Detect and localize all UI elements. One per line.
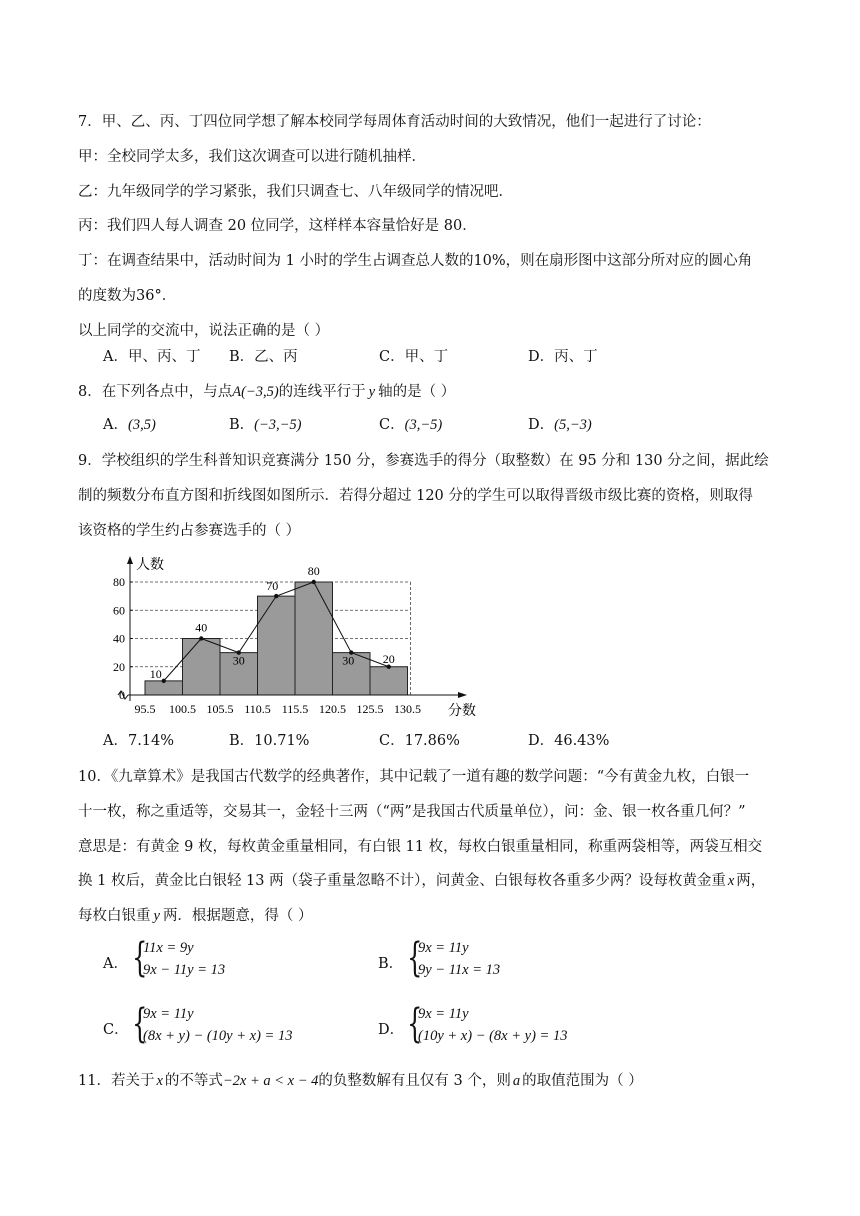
x-axis-arrow xyxy=(458,692,467,698)
q10-option-d-eq1: 9x = 11y xyxy=(418,1006,469,1022)
q11-var-x: x xyxy=(156,1073,163,1089)
y-tick-label: 20 xyxy=(113,659,125,674)
histogram-bar xyxy=(258,596,296,695)
x-tick-label: 125.5 xyxy=(356,702,384,716)
q7-option-d: D．丙、丁 xyxy=(528,349,598,365)
x-tick-label: 95.5 xyxy=(134,702,156,716)
y-tick-label: 80 xyxy=(113,575,125,589)
q9-stem-line2: 制的频数分布直方图和折线图如图所示．若得分超过 120 分的学生可以取得晋级市级比赛的资格，则取得 xyxy=(78,488,753,504)
x-tick-label: 110.5 xyxy=(244,702,271,716)
histogram-bar xyxy=(295,582,333,695)
q10-option-a-eq2: 9x − 11y = 13 xyxy=(143,962,226,978)
q9-option-a: A．7.14% xyxy=(103,733,175,749)
q9-option-d: D．46.43% xyxy=(528,733,610,749)
q8-option-c: C．(3,−5) xyxy=(379,417,443,433)
y-tick-label: 60 xyxy=(113,603,125,618)
q9-option-c: C．17.86% xyxy=(379,733,460,749)
q7-question: 以上同学的交流中，说法正确的是（ ） xyxy=(78,323,330,339)
polygon-point xyxy=(274,594,278,598)
q10-option-b-eq2: 9y − 11x = 13 xyxy=(418,962,501,978)
q10-stem-line2: 十一枚，称之重适等，交易其一，金轻十三两（“两”是我国古代质量单位），问：金、银一枚各重几何？” xyxy=(78,804,746,820)
polygon-point xyxy=(199,636,203,640)
x-tick-label: 105.5 xyxy=(206,702,234,716)
histogram-bar xyxy=(370,667,408,695)
data-label: 40 xyxy=(195,620,208,635)
q8-point: A(−3,5) xyxy=(232,384,279,400)
x-tick-label: 100.5 xyxy=(169,702,196,716)
data-label: 30 xyxy=(232,653,245,668)
q7-stem: 7．甲、乙、丙、丁四位同学想了解本校同学每周体育活动时间的大致情况，他们一起进行了讨论： xyxy=(78,114,711,130)
y-axis-arrow xyxy=(127,556,133,564)
q7-statement-ding: 丁：在调查结果中，活动时间为 1 小时的学生占调查总人数的10%，则在扇形图中这部分所对应的圆心角 xyxy=(78,253,753,269)
q10-stem-line1: 10．《九章算术》是我国古代数学的经典著作，其中记载了一道有趣的数学问题：“今有黄金九枚，白银一 xyxy=(78,769,750,785)
q7-statement-jia: 甲：全校同学太多，我们这次调查可以进行随机抽样． xyxy=(78,149,426,165)
q8-stem xyxy=(78,382,455,402)
q10-stem-line4: 换 1 枚后，黄金比白银轻 13 两（袋子重量忽略不计），问黄金、白银每枚各重多少两？设每枚黄金重 x 两， xyxy=(78,873,766,889)
q7-statement-bing: 丙：我们四人每人调查 20 位同学，这样样本容量恰好是 80． xyxy=(78,218,477,234)
q7-option-a: A．甲、丙、丁 xyxy=(103,349,201,365)
data-label: 10 xyxy=(149,666,162,681)
q10-option-c-eq2: (8x + y) − (10y + x) = 13 xyxy=(143,1028,293,1044)
q10-stem-line5: 每枚白银重 y 两．根据题意，得（ ） xyxy=(78,908,313,924)
y-tick-label: 40 xyxy=(113,631,125,646)
q8-option-d: D．(5,−3) xyxy=(528,417,592,433)
y-axis-title: 人数 xyxy=(136,558,164,573)
q10-stem-line3: 意思是：有黄金 9 枚，每枚黄金重量相同，有白银 11 枚，每枚白银重量相同，称重两袋相等，两袋互相交 xyxy=(78,839,763,855)
q7-statement-ding-cont: 的度数为36°． xyxy=(78,288,177,304)
q8-option-b: B．(−3,−5) xyxy=(229,417,302,433)
q7-option-b: B．乙、丙 xyxy=(229,349,298,365)
q11-inequality: −2x + a < x − 4 xyxy=(222,1073,319,1089)
q10-var-y: y xyxy=(153,908,160,924)
q8-axis: y xyxy=(368,384,376,400)
q9-option-b: B．10.71% xyxy=(229,733,310,749)
data-label: 80 xyxy=(307,564,320,578)
q11-param-a: a xyxy=(512,1073,521,1089)
data-label: 70 xyxy=(266,579,279,594)
x-axis-title: 分数 xyxy=(448,704,476,719)
q10-option-d-eq2: (10y + x) − (8x + y) = 13 xyxy=(418,1028,568,1044)
polygon-point xyxy=(312,580,316,584)
q8-option-a: A．(3,5) xyxy=(103,417,156,433)
q10-option-b-eq1: 9x = 11y xyxy=(418,940,469,956)
q8-stem-b: 的连线平行于 xyxy=(278,384,366,400)
q7-option-c: C．甲、丁 xyxy=(379,349,449,365)
q10-option-a-eq1: 11x = 9y xyxy=(143,940,194,956)
q8-stem-a: 8．在下列各点中，与点 xyxy=(78,384,233,400)
q8-stem-c: 轴的是（ ） xyxy=(378,384,456,400)
q10-var-x: x xyxy=(727,873,735,889)
data-label: 20 xyxy=(382,651,395,666)
q10-option-c-eq1: 9x = 11y xyxy=(143,1006,194,1022)
x-tick-label: 130.5 xyxy=(394,702,421,716)
q11-stem: 11．若关于 x 的不等式−2x + a < x − 4的负整数解有且仅有 3 个，则 a 的取值范围为（ ） xyxy=(78,1073,643,1089)
data-label: 30 xyxy=(342,653,355,668)
q7-statement-yi: 乙：九年级同学的学习紧张，我们只调查七、八年级同学的情况吧． xyxy=(78,184,513,200)
histogram-bar xyxy=(183,639,221,696)
q9-stem-line1: 9．学校组织的学生科普知识竞赛满分 150 分，参赛选手的得分（取整数）在 95 分和 130 分之间，据此绘 xyxy=(78,453,769,469)
q9-stem-line3: 该资格的学生约占参赛选手的（ ） xyxy=(78,523,301,539)
histogram-chart xyxy=(90,552,490,722)
x-tick-label: 120.5 xyxy=(319,702,346,716)
x-tick-label: 115.5 xyxy=(281,702,309,716)
polygon-point xyxy=(162,679,166,683)
y-tick-label: 0 xyxy=(119,688,125,702)
